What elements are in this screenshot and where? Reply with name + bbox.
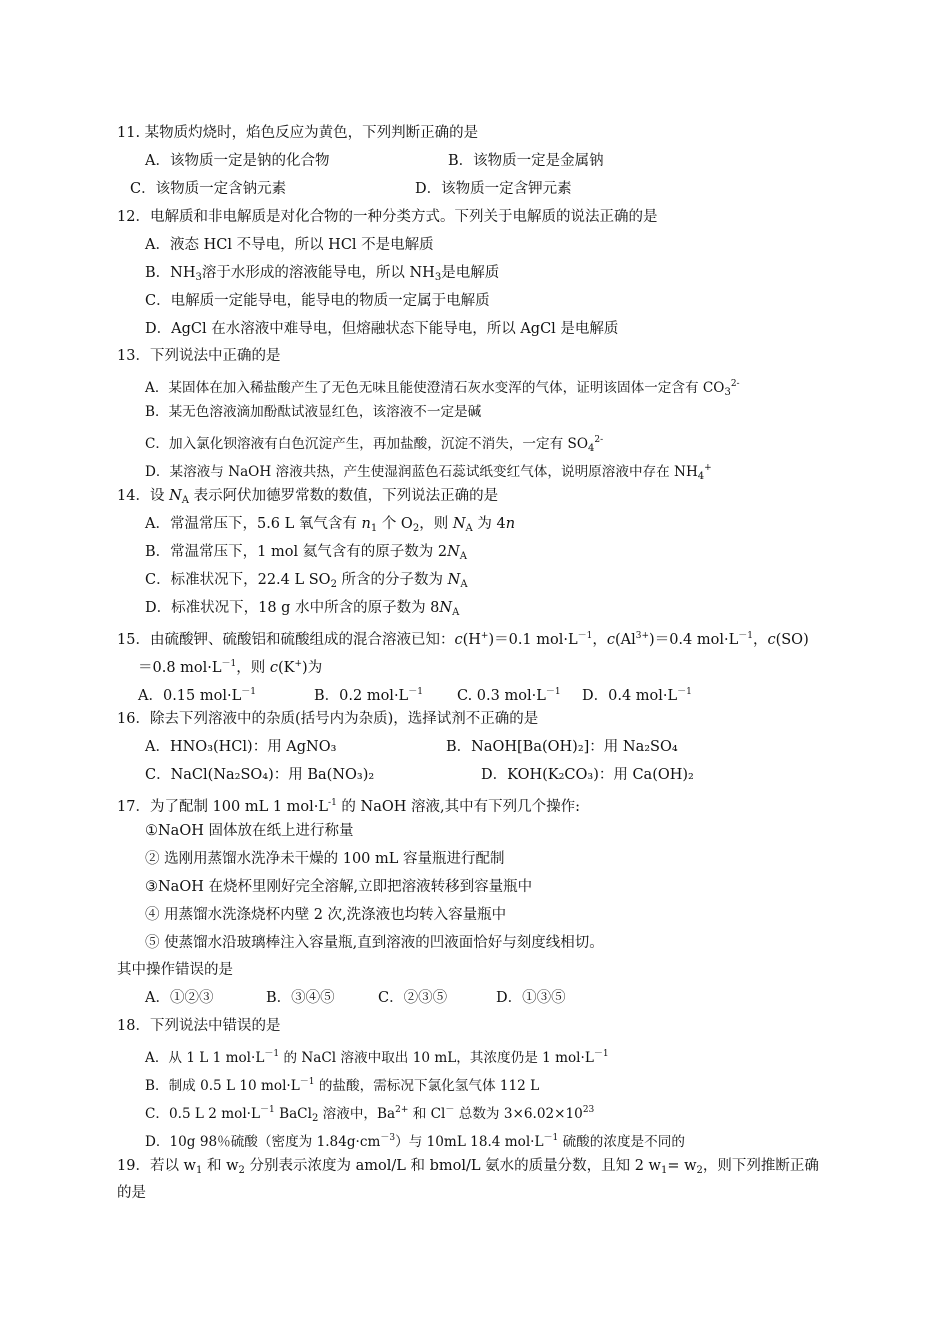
q16-option-b: B．NaOH[Ba(OH)₂]：用 Na₂SO₄ xyxy=(446,739,678,755)
q18-option-c: C．0.5 L 2 $mol\cdot L^{-1}$ BaCl$_2$ 溶液中，$Ba^{2+}$ 和 Cl－ 总数为 $3\times 6.02\times 10^{23}$ xyxy=(145,1105,595,1124)
q18-stem: 18．下列说法中错误的是 xyxy=(117,1018,281,1034)
q16-stem: 16．除去下列溶液中的杂质(括号内为杂质)，选择试剂不正确的是 xyxy=(117,711,539,727)
q14-option-a: A．常温常压下，5.6 L 氧气含有 $n_1$ 个 $O_2$，则 $N_A$ 为 4n xyxy=(145,516,516,534)
q17-step-5: ⑤ 使蒸馏水沿玻璃棒注入容量瓶,直到溶液的凹液面恰好与刻度线相切。 xyxy=(145,935,604,951)
q17-step-3: ③NaOH 在烧杯里刚好完全溶解,立即把溶液转移到容量瓶中 xyxy=(145,879,533,895)
q17-step-1: ①NaOH 固体放在纸上进行称量 xyxy=(145,823,354,839)
q12-option-a: A．液态 HCl 不导电，所以 HCl 不是电解质 xyxy=(145,237,434,253)
q14-option-b: B．常温常压下，1 mol 氦气含有的原子数为 $2N_A$ xyxy=(145,544,467,562)
q13-option-c: C．加入氯化钡溶液有白色沉淀产生，再加盐酸，沉淀不消失，一定有 $SO_4^{2-}$ xyxy=(145,435,604,454)
q13-option-b: B．某无色溶液滴加酚酞试液显红色，该溶液不一定是碱 xyxy=(145,404,482,420)
q11-option-d: D．该物质一定含钾元素 xyxy=(415,181,572,197)
q13-option-a: A．某固体在加入稀盐酸产生了无色无味且能使澄清石灰水变浑的气体，证明该固体一定含有 $CO_3^{2-}$ xyxy=(145,379,740,398)
q15-option-c: C. 0.3 $mol\cdot L^{-1}$ xyxy=(457,687,561,704)
q18-option-d: D．10g 98％硫酸（密度为 $1.84g\cdot cm^{-3}$）与 10mL 18.4 $mol\cdot L^{-1}$ 硫酸的浓度是不同的 xyxy=(145,1133,685,1150)
q11-option-b: B．该物质一定是金属钠 xyxy=(448,153,604,169)
q17-step-2: ② 选刚用蒸馏水洗净未干燥的 100 mL 容量瓶进行配制 xyxy=(145,851,505,867)
q16-option-a: A．HNO₃(HCl)：用 AgNO₃ xyxy=(145,739,337,755)
q17-stem: 17．为了配制 100 mL 1 $mol\cdot L^{-1}$ 的 NaOH 溶液,其中有下列几个操作: xyxy=(117,798,580,815)
q17-option-a: A．①②③ xyxy=(145,990,214,1006)
q17-ask: 其中操作错误的是 xyxy=(117,962,233,978)
q14-option-c: C．标准状况下，22.4 L $SO_2$ 所含的分子数为 $N_A$ xyxy=(145,572,468,590)
q12-stem: 12．电解质和非电解质是对化合物的一种分类方式。下列关于电解质的说法正确的是 xyxy=(117,209,658,225)
q17-option-b: B．③④⑤ xyxy=(266,990,335,1006)
q15-stem-line2: ＝0.8 $mol\cdot L^{-1}$，则 c(K+)为 xyxy=(138,659,323,676)
q15-option-d: D．0.4 $mol\cdot L^{-1}$ xyxy=(582,687,692,704)
q12-option-c: C．电解质一定能导电，能导电的物质一定属于电解质 xyxy=(145,293,490,309)
q17-option-d: D．①③⑤ xyxy=(496,990,566,1006)
q19-stem: 19．若以 $w_1$ 和 $w_2$ 分别表示浓度为 amol/L 和 bmol/L 氨水的质量分数，且知 2 $w_1= w_2$，则下列推断正确 xyxy=(117,1158,819,1176)
q12-option-d: D．AgCl 在水溶液中难导电，但熔融状态下能导电，所以 AgCl 是电解质 xyxy=(145,321,619,337)
q15-option-b: B．0.2 $mol\cdot L^{-1}$ xyxy=(314,687,423,704)
q19-stem-line2: 的是 xyxy=(117,1185,146,1201)
q12-option-b: B．$NH_3$溶于水形成的溶液能导电，所以 $NH_3$是电解质 xyxy=(145,265,500,283)
q13-stem: 13．下列说法中正确的是 xyxy=(117,348,281,364)
q14-stem: 14．设 $N_A$ 表示阿伏加德罗常数的数值，下列说法正确的是 xyxy=(117,488,499,506)
q16-option-c: C．NaCl(Na₂SO₄)：用 Ba(NO₃)₂ xyxy=(145,767,375,783)
q18-option-a: A．从 1 L 1 $mol\cdot L^{-1}$ 的 NaCl 溶液中取出 10 mL，其浓度仍是 1 $mol\cdot L^{-1}$ xyxy=(145,1049,609,1066)
q17-option-c: C．②③⑤ xyxy=(378,990,448,1006)
q13-option-d: D．某溶液与 NaOH 溶液共热，产生使湿润蓝色石蕊试纸变红气体，说明原溶液中存在 $NH_4^+$ xyxy=(145,463,712,482)
q15-stem: 15．由硫酸钾、硫酸铝和硫酸组成的混合溶液已知：c(H+)＝0.1 $mol\cdot L^{-1}$，$c(Al^{3+})=0.4$ $mol\cdot L^{-1}$，c(SO) xyxy=(117,631,809,648)
q11-option-c: C．该物质一定含钠元素 xyxy=(130,181,287,197)
q18-option-b: B．制成 0.5 L 10 $mol\cdot L^{-1}$ 的盐酸，需标况下氯化氢气体 112 L xyxy=(145,1077,540,1094)
q17-step-4: ④ 用蒸馏水洗涤烧杯内壁 2 次,洗涤液也均转入容量瓶中 xyxy=(145,907,507,923)
q16-option-d: D．KOH(K₂CO₃)：用 Ca(OH)₂ xyxy=(481,767,694,783)
q15-option-a: A．0.15 $mol\cdot L^{-1}$ xyxy=(138,687,256,704)
q11-stem: 11. 某物质灼烧时，焰色反应为黄色，下列判断正确的是 xyxy=(117,125,479,141)
q14-option-d: D．标准状况下，18 g 水中所含的原子数为 $8N_A$ xyxy=(145,600,460,618)
q11-option-a: A．该物质一定是钠的化合物 xyxy=(145,153,330,169)
